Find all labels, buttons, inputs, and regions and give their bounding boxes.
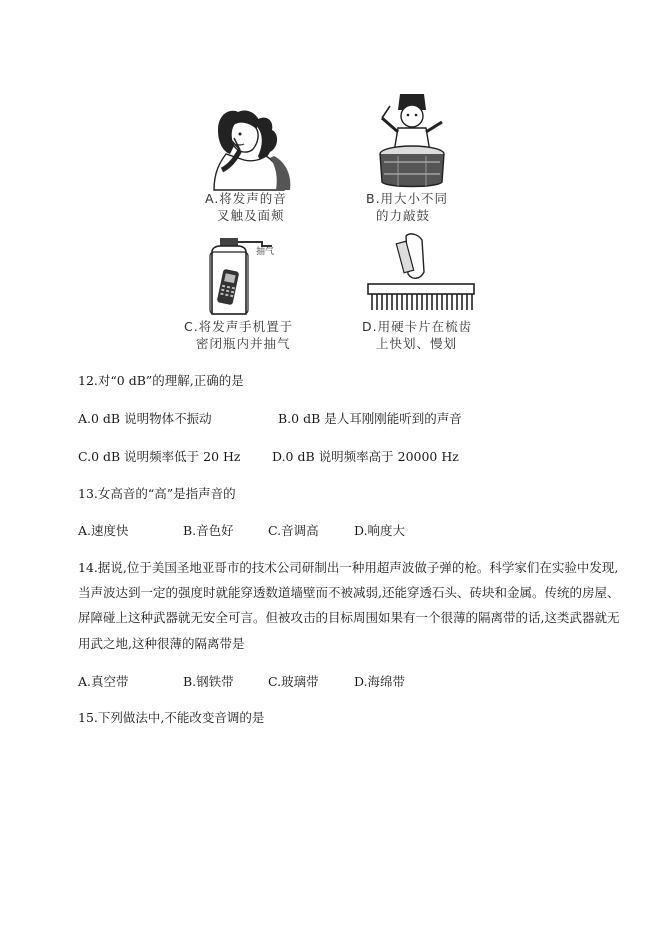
q14-option-c[interactable]: C.玻璃带 (268, 674, 319, 689)
figure-c-caption-line2: 密闭瓶内并抽气 (196, 336, 291, 351)
figure-a-caption (205, 190, 287, 224)
comb-card-illustration (366, 232, 476, 312)
figure-b-caption (366, 190, 448, 224)
q13-stem: 13.女高音的“高”是指声音的 (78, 486, 236, 501)
girl-tuning-fork-illustration (200, 100, 310, 192)
q15-stem: 15.下列做法中,不能改变音调的是 (78, 710, 265, 725)
q12-option-b[interactable]: B.0 dB 是人耳刚刚能听到的声音 (278, 411, 462, 426)
figure-b-caption-line2: 的力敲鼓 (376, 208, 431, 223)
figure-a-caption-line2: 叉触及面颊 (217, 208, 285, 223)
q13-option-d[interactable]: D.响度大 (354, 523, 406, 538)
q12-option-a[interactable]: A.0 dB 说明物体不振动 (78, 411, 212, 426)
figure-b-drum (372, 88, 456, 192)
figure-a-caption-line1: A.将发声的音 (205, 191, 287, 206)
q14-line-2: 当声波达到一定的强度时就能穿透数道墙壁而不被减弱,还能穿透石头、砖块和金属。传统的房屋、 (78, 585, 620, 600)
q12-option-d[interactable]: D.0 dB 说明频率高于 20000 Hz (272, 449, 459, 464)
q14-line-4: 用武之地,这种很薄的隔离带是 (78, 636, 245, 651)
figure-d-comb (366, 232, 476, 312)
q13-option-b[interactable]: B.音色好 (183, 523, 234, 538)
figure-c-caption (184, 318, 293, 352)
figure-a-girl-tuning-fork (200, 100, 310, 192)
q12-option-c[interactable]: C.0 dB 说明频率低于 20 Hz (78, 449, 241, 464)
q13-option-c[interactable]: C.音调高 (268, 523, 319, 538)
q13-option-a[interactable]: A.速度快 (78, 523, 129, 538)
figure-d-caption-line2: 上快划、慢划 (376, 336, 458, 351)
q14-option-a[interactable]: A.真空带 (78, 674, 129, 689)
figure-c-caption-line1: C.将发声手机置于 (184, 319, 294, 334)
q14-option-b[interactable]: B.钢铁带 (183, 674, 234, 689)
pump-label: 抽气 (256, 247, 275, 257)
q14-option-d[interactable]: D.海绵带 (354, 674, 406, 689)
q14-line-1: 14.据说,位于美国圣地亚哥市的技术公司研制出一种用超声波做子弹的枪。科学家们在实验中发现, (78, 560, 619, 575)
figure-b-caption-line1: B.用大小不同 (366, 191, 449, 206)
q14-line-3: 屏障碰上这种武器就无安全可言。但被攻击的目标周围如果有一个很薄的隔离带的话,这类武器就无 (78, 610, 620, 625)
figure-d-caption (362, 318, 472, 352)
drum-illustration (372, 88, 456, 192)
q12-stem: 12.对“0 dB”的理解,正确的是 (78, 373, 244, 388)
figure-d-caption-line1: D.用硬卡片在梳齿 (362, 319, 473, 334)
